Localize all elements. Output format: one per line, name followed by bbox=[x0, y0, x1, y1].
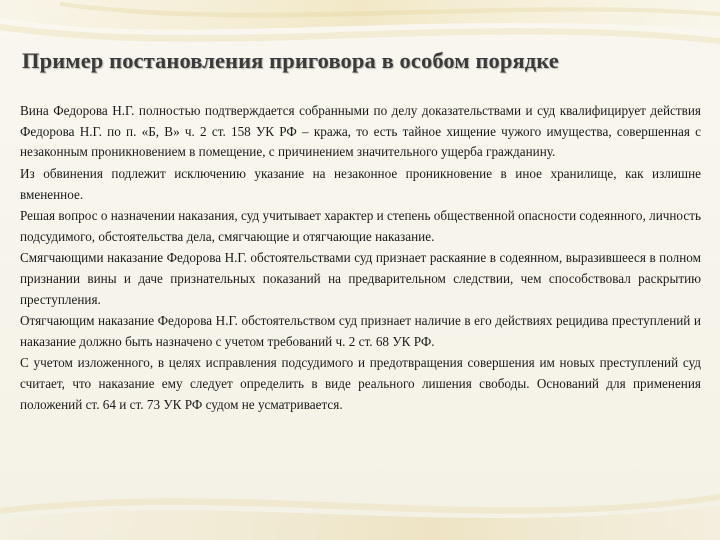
paragraph-sentencing-considerations: Решая вопрос о назначении наказания, суд учитывает характер и степень общественной опасности содеянного, личность подсудимого, обстоятельства дела, смягчающие и отягчающие наказание. bbox=[20, 208, 701, 244]
paragraph-mitigating-circumstances: Смягчающими наказание Федорова Н.Г. обстоятельствами суд признает раскаяние в содеянном, выразившееся в полном признании вины и даче признательных показаний на предварительном следствии, чем способствовал раскрытию преступления. bbox=[20, 250, 701, 307]
paragraph-guilt-qualification: Вина Федорова Н.Г. полностью подтверждается собранными по делу доказательствами и суд квалифицирует действия Федорова Н.Г. по п. «Б, В» ч. 2 ст. 158 УК РФ – кража, то есть тайное хищение чужого имущества, совершенная с незаконным проникновением в помещение, с причинением значительного ущерба гражданину. bbox=[20, 103, 701, 160]
paragraph-charge-exclusion: Из обвинения подлежит исключению указание на незаконное проникновение в иное хранилище, как излишне вмененное. bbox=[20, 165, 701, 202]
slide-body bbox=[20, 101, 701, 416]
slide-title: Пример постановления приговора в особом порядке bbox=[22, 48, 559, 73]
paragraph-sentence-decision: С учетом изложенного, в целях исправления подсудимого и предотвращения совершения им новых преступлений суд считает, что наказание ему следует определить в виде реального лишения свободы. Оснований для применения положений ст. 64 и ст. 73 УК РФ судом не усматривается. bbox=[20, 355, 701, 412]
paragraph-aggravating-circumstances: Отягчающим наказание Федорова Н.Г. обстоятельством суд признает наличие в его действиях рецидива преступлений и наказание должно быть назначено с учетом требований ч. 2 ст. 68 УК РФ. bbox=[20, 313, 701, 349]
